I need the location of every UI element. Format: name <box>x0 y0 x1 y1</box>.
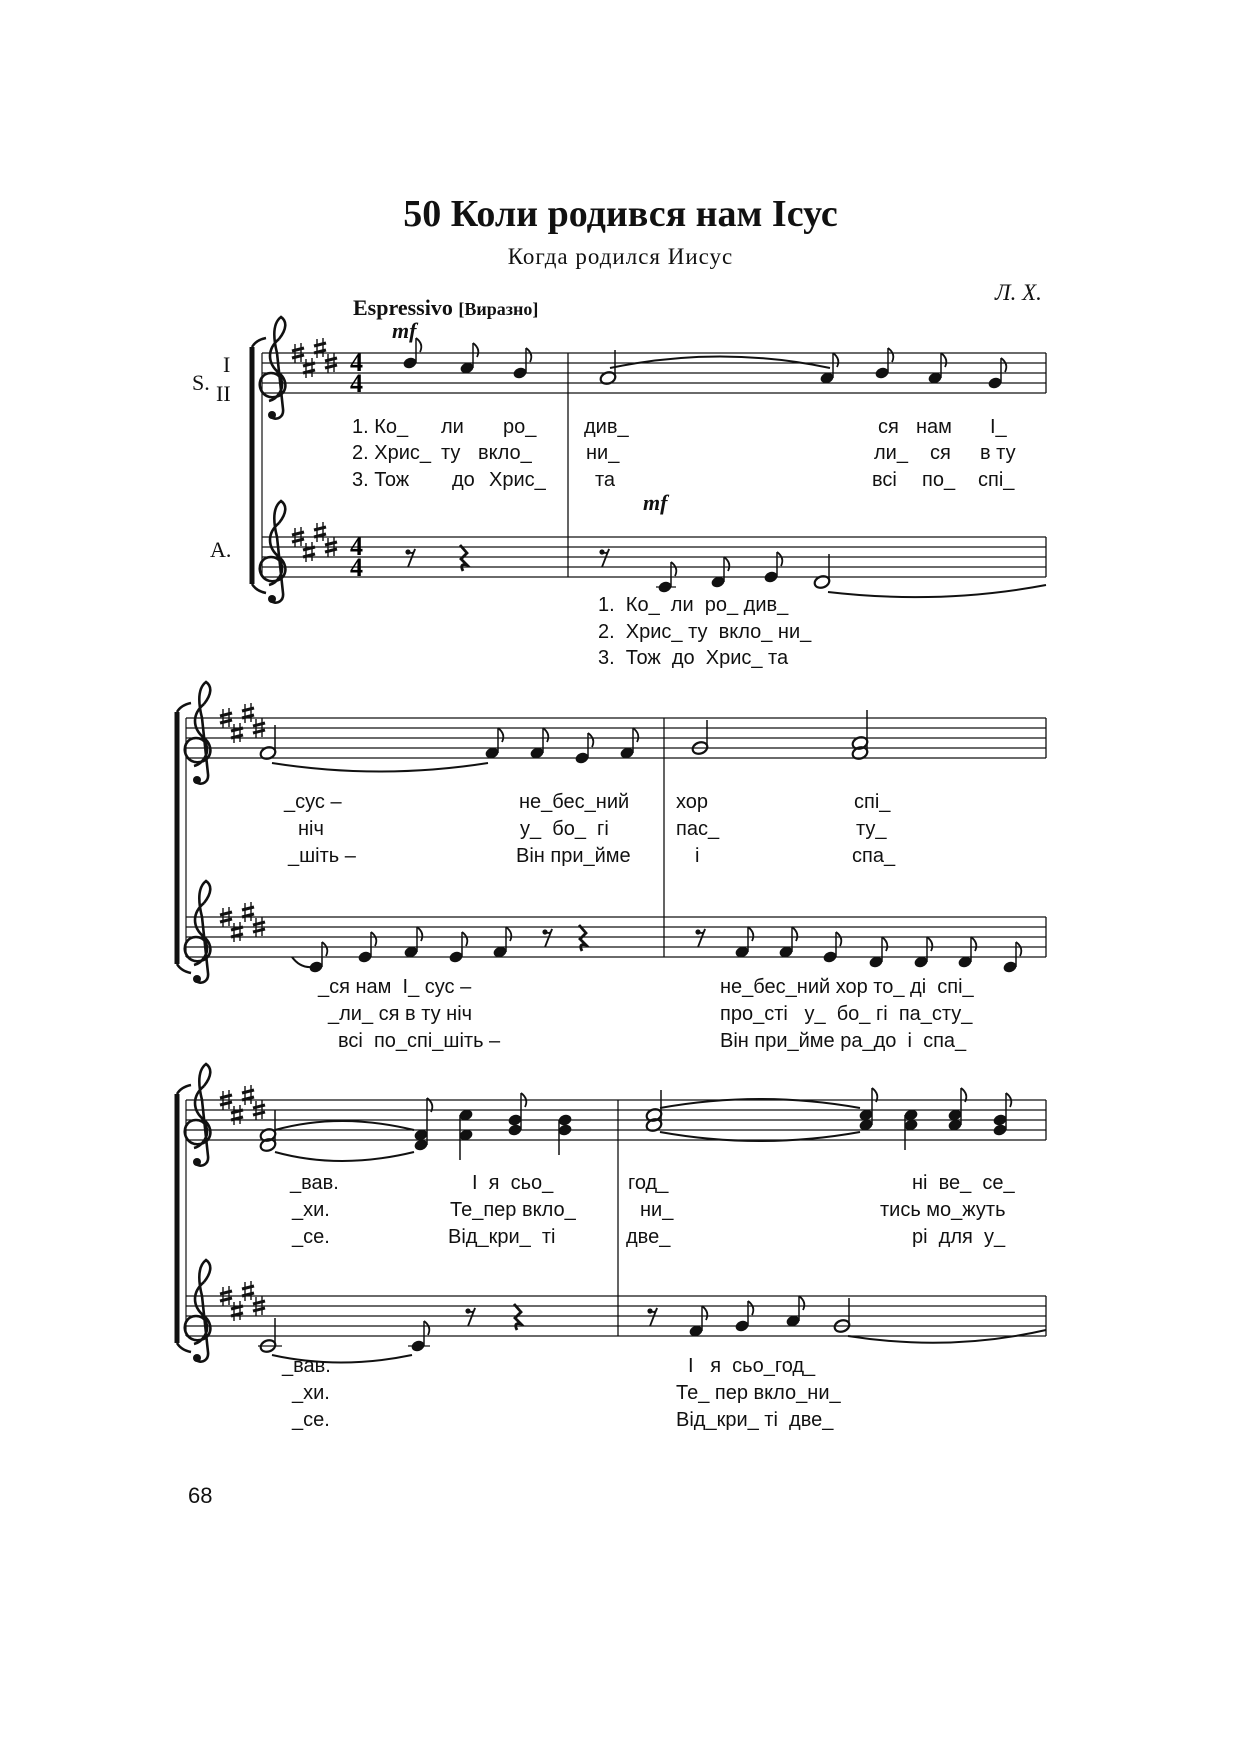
lyric: ся <box>930 442 951 464</box>
lyric-line: _хи. <box>292 1382 330 1404</box>
lyric: до <box>452 469 475 491</box>
dynamic-alto: mf <box>643 490 668 515</box>
lyric-line: Те_ пер вкло_ни_ <box>676 1382 841 1404</box>
lyric-line: _вав. <box>282 1355 331 1377</box>
lyric: _се. <box>292 1226 330 1248</box>
author-initials: Л. Х. <box>995 280 1042 305</box>
lyric: нам <box>916 416 952 438</box>
lyric: спа_ <box>852 845 896 867</box>
lyric: год_ <box>628 1172 669 1194</box>
tempo-italian: Espressivo <box>353 295 453 320</box>
voice-label-soprano-2: II <box>216 381 231 406</box>
lyric: хор <box>676 791 709 813</box>
lyric: у_ бо_ гі <box>520 818 609 840</box>
lyric: 1. Ко_ <box>352 416 409 438</box>
lyric: спі_ <box>854 791 891 813</box>
voice-label-soprano-1: I <box>223 352 231 377</box>
lyric-line: Від_кри_ ті две_ <box>676 1409 834 1431</box>
lyric: _сус – <box>284 791 342 813</box>
voice-label-soprano: S. <box>192 370 210 395</box>
lyric: пас_ <box>676 818 720 840</box>
lyric: ся <box>878 416 899 438</box>
lyric: _шіть – <box>288 845 356 867</box>
lyric: 3. Тож <box>352 469 410 491</box>
lyric: в ту <box>980 442 1016 464</box>
lyric-line: 2. Хрис_ ту вкло_ ни_ <box>598 621 812 643</box>
song-subtitle: Когда родился Иисус <box>507 244 734 269</box>
lyric: І я сьо_ <box>472 1172 554 1194</box>
lyric: ни_ <box>586 442 620 464</box>
song-title: 50 Коли родився нам Ісус <box>403 193 838 235</box>
lyric: Від_кри_ ті <box>448 1226 556 1248</box>
lyric: _хи. <box>292 1199 330 1221</box>
lyric: 2. Хрис_ <box>352 442 431 464</box>
lyric-line: Він при_йме ра_до і спа_ <box>720 1030 967 1052</box>
page-number: 68 <box>188 1483 213 1508</box>
lyric: по_ <box>922 469 956 491</box>
lyric-line: _ли_ ся в ту ніч <box>328 1003 473 1025</box>
dynamic-soprano: mf <box>392 318 417 343</box>
lyric: рі для у_ <box>912 1226 1006 1248</box>
tempo-translation: [Виразно] <box>458 299 539 319</box>
lyric-line: _ся нам І_ сус – <box>318 976 472 998</box>
lyric: ту <box>441 442 461 464</box>
lyric: всі <box>872 469 897 491</box>
lyric-line: 1. Ко_ ли ро_ див_ <box>598 594 789 616</box>
svg-text:4: 4 <box>350 369 363 398</box>
lyric: вкло_ <box>478 442 532 464</box>
lyric: ту_ <box>856 818 887 840</box>
lyric: _вав. <box>290 1172 339 1194</box>
lyric-line: всі по_спі_шіть – <box>338 1030 501 1052</box>
lyric: І_ <box>990 416 1007 438</box>
lyric: ли_ <box>874 442 908 464</box>
lyric: ро_ <box>503 416 537 438</box>
lyric-line: про_сті у_ бо_ гі па_сту_ <box>720 1003 973 1025</box>
lyric: і <box>695 845 700 867</box>
lyric: ни_ <box>640 1199 674 1221</box>
svg-text:4: 4 <box>350 348 363 377</box>
lyric: Те_пер вкло_ <box>450 1199 576 1221</box>
lyric-line: _се. <box>292 1409 330 1431</box>
lyric: див_ <box>584 416 629 438</box>
svg-text:4: 4 <box>350 553 363 582</box>
lyric: Хрис_ <box>489 469 546 491</box>
lyric: спі_ <box>978 469 1015 491</box>
lyric-line: 3. Тож до Хрис_ та <box>598 647 789 669</box>
lyric: не_бес_ний <box>519 791 630 813</box>
lyric: та <box>595 469 616 491</box>
lyric: две_ <box>626 1226 671 1248</box>
voice-label-alto: A. <box>210 537 232 562</box>
lyric-line: не_бес_ний хор то_ ді спі_ <box>720 976 974 998</box>
svg-text:4: 4 <box>350 532 363 561</box>
lyric: Він при_йме <box>516 845 631 867</box>
lyric: тись мо_жуть <box>880 1199 1006 1221</box>
lyric: ли <box>441 416 464 438</box>
lyric-line: І я сьо_год_ <box>688 1355 816 1377</box>
lyric: ні ве_ се_ <box>912 1172 1015 1194</box>
lyric: ніч <box>298 818 324 840</box>
